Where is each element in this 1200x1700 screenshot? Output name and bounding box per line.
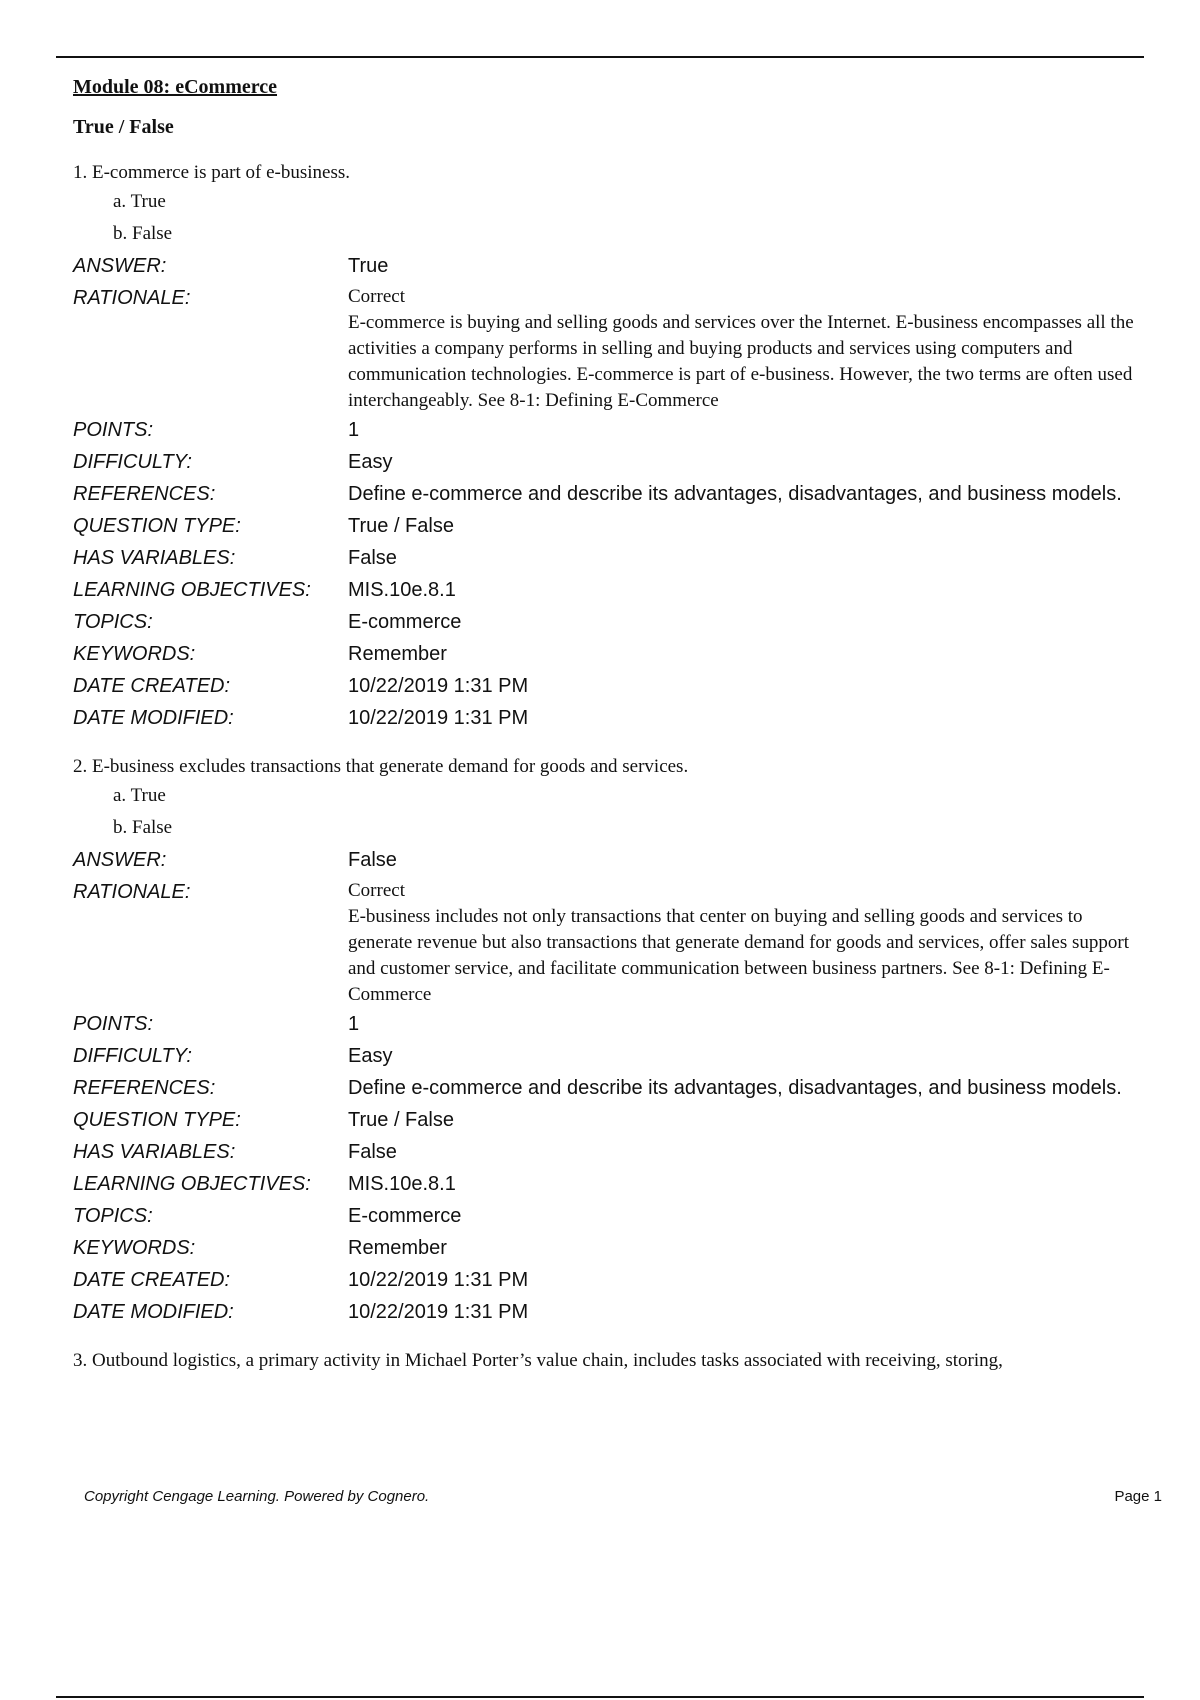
topics-label: TOPICS:: [73, 611, 153, 633]
difficulty-label: DIFFICULTY:: [73, 451, 192, 473]
answer-label: ANSWER:: [73, 849, 167, 871]
learning-objectives-value: MIS.10e.8.1: [348, 1173, 456, 1195]
topics-value: E-commerce: [348, 611, 462, 633]
references-value: Define e-commerce and describe its advantages, disadvantages, and business models.: [348, 1077, 1122, 1099]
rationale-text: E-business includes not only transactions that center on buying and selling goods and services to generate revenue but also transactions that generate demand for goods and services, offer sales support and customer service, and facilitate communication between business partners. See 8-1: Defining E-Commerce: [348, 906, 1130, 1005]
question-2: [73, 754, 1153, 1328]
difficulty-value: Easy: [348, 451, 393, 473]
question-metadata: [73, 250, 1153, 734]
question-3: [73, 1348, 1153, 1374]
answer-value: True: [348, 255, 389, 277]
choice-a: a. True: [113, 785, 166, 806]
date-modified-value: 10/22/2019 1:31 PM: [348, 1301, 529, 1323]
points-value: 1: [348, 419, 360, 441]
rationale-label: RATIONALE:: [73, 287, 191, 309]
question-text: 1. E-commerce is part of e-business.: [73, 162, 350, 183]
date-created-label: DATE CREATED:: [73, 675, 231, 697]
question-type-value: True / False: [348, 1109, 454, 1131]
has-variables-label: HAS VARIABLES:: [73, 1141, 236, 1163]
top-rule: [56, 56, 1144, 58]
has-variables-label: HAS VARIABLES:: [73, 547, 236, 569]
keywords-label: KEYWORDS:: [73, 1237, 196, 1259]
rationale: [348, 282, 1153, 414]
topics-label: TOPICS:: [73, 1205, 153, 1227]
rationale-status: Correct: [348, 880, 405, 901]
references-label: REFERENCES:: [73, 1077, 216, 1099]
difficulty-label: DIFFICULTY:: [73, 1045, 192, 1067]
references-value: Define e-commerce and describe its advantages, disadvantages, and business models.: [348, 483, 1122, 505]
question-type-label: QUESTION TYPE:: [73, 1109, 241, 1131]
answer-value: False: [348, 849, 397, 871]
difficulty-value: Easy: [348, 1045, 393, 1067]
keywords-value: Remember: [348, 1237, 447, 1259]
rationale-status: Correct: [348, 286, 405, 307]
choice-b: b. False: [113, 223, 173, 244]
answer-label: ANSWER:: [73, 255, 167, 277]
topics-value: E-commerce: [348, 1205, 462, 1227]
section-title: True / False: [73, 116, 174, 138]
page-number: Page 1: [1114, 1488, 1162, 1505]
question-text: 2. E-business excludes transactions that generate demand for goods and services.: [73, 756, 689, 777]
rationale-label: RATIONALE:: [73, 881, 191, 903]
points-value: 1: [348, 1013, 360, 1035]
choice-b: b. False: [113, 817, 173, 838]
rationale: [348, 876, 1153, 1008]
learning-objectives-value: MIS.10e.8.1: [348, 579, 456, 601]
points-label: POINTS:: [73, 1013, 154, 1035]
date-modified-label: DATE MODIFIED:: [73, 1301, 234, 1323]
date-created-value: 10/22/2019 1:31 PM: [348, 1269, 529, 1291]
has-variables-value: False: [348, 1141, 397, 1163]
question-type-label: QUESTION TYPE:: [73, 515, 241, 537]
keywords-label: KEYWORDS:: [73, 643, 196, 665]
choice-a: a. True: [113, 191, 166, 212]
rationale-text: E-commerce is buying and selling goods and services over the Internet. E-business encompasses all the activities a company performs in selling and buying products and services using computers and communication technologies. E-commerce is part of e-business. However, the two terms are often used interchangeably. See 8-1: Defining E-Commerce: [348, 312, 1134, 411]
copyright-text: Copyright Cengage Learning. Powered by Cognero.: [84, 1488, 430, 1505]
learning-objectives-label: LEARNING OBJECTIVES:: [73, 1173, 311, 1195]
references-label: REFERENCES:: [73, 483, 216, 505]
question-metadata: [73, 844, 1153, 1328]
has-variables-value: False: [348, 547, 397, 569]
document-body: [73, 70, 1153, 1374]
module-title: Module 08: eCommerce: [73, 76, 278, 98]
date-modified-value: 10/22/2019 1:31 PM: [348, 707, 529, 729]
bottom-rule: [56, 1696, 1144, 1698]
question-text: 3. Outbound logistics, a primary activity in Michael Porter’s value chain, includes tasks associated with receiving, storing,: [73, 1350, 1003, 1371]
points-label: POINTS:: [73, 419, 154, 441]
date-modified-label: DATE MODIFIED:: [73, 707, 234, 729]
keywords-value: Remember: [348, 643, 447, 665]
date-created-value: 10/22/2019 1:31 PM: [348, 675, 529, 697]
question-type-value: True / False: [348, 515, 454, 537]
learning-objectives-label: LEARNING OBJECTIVES:: [73, 579, 311, 601]
question-1: [73, 160, 1153, 734]
date-created-label: DATE CREATED:: [73, 1269, 231, 1291]
